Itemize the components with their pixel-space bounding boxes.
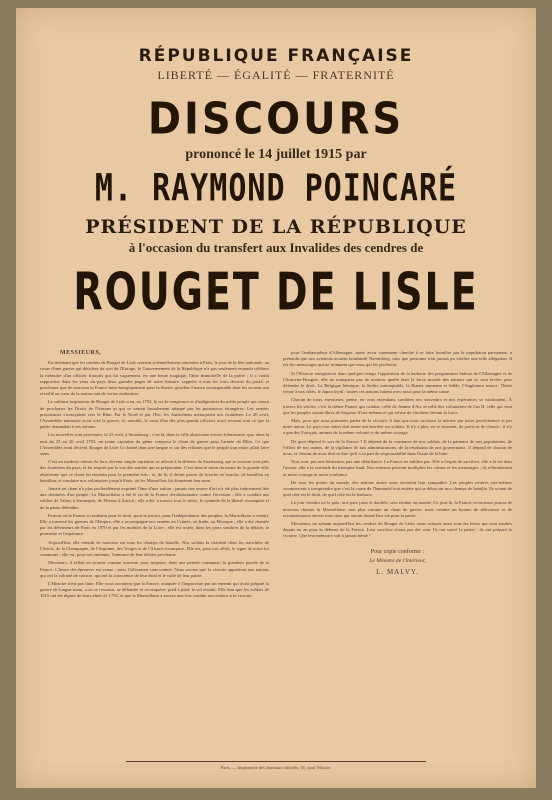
paragraph: De quoi dépend le sort de la France ? Il dépend de la constance de nos soldats, de la patience de nos populations, de l'effort de nos usines, de la vigilance de nos administrations, de la résolution de nos gouvernants. Il dépend de chacun de nous, et chacun de nous doit se dire qu'il a sa part de responsabilité dans l'issue de la lutte. — [283, 438, 512, 457]
closing-line: Pour copie conforme : — [370, 548, 425, 555]
subject-title: ROUGET DE LISLE — [73, 262, 479, 322]
paragraph: Messieurs, en saluant aujourd'hui les cendres de Rouget de Lisle, nous saluons aussi tous les héros qui sont tombés depuis un an pour la défense de la France. Leur sacrifice n'aura pas été vain. Ils ont sauvé la patrie ; ils ont préparé la victoire. Que leur mémoire soit à jamais bénie ! — [283, 521, 512, 539]
speaker-name: M. RAYMOND POINCARÉ — [94, 166, 458, 211]
occasion-line: à l'occasion du transfert aux Invalides des cendres de — [128, 240, 424, 255]
signature-block — [283, 548, 512, 577]
paragraph: Le jour viendra où la paix, une paix juste et durable, sera rendue au monde. Ce jour-là, la France victorieuse pourra de nouveau chanter la Marseillaise, non plus comme un chant de guerre, mais comme un hymne de délivrance et de reconnaissance envers tous ceux qui auront donné leur vie pour la patrie. — [283, 500, 512, 518]
paragraph: Si l'Histoire enregistrera dans quelques temps l'opposition de la barbarie des programmes hideux de l'Allemagne et de l'Autriche-Hongrie, elle ne manquera pas de montrer quelle était la force morale des nations qui se sont levées pour défendre le droit. La Belgique héroïque, la Serbie indomptable, la Russie immense et fidèle, l'Angleterre tenace, l'Italie venue à nos côtés, le Japon loyal : toutes ces nations luttent avec nous pour la même cause. — [283, 370, 512, 395]
president-title: PRÉSIDENT DE LA RÉPUBLIQUE — [85, 216, 467, 238]
paragraph: Le sublime inspirateur de Rouget de Lisle a eu, en 1792, le cri de vengeance et d'indignation du noble peuple qui venait de proclamer les Droits de l'homme et qui se sentait brutalement attaqué par les puissances étrangères. Les armées prussiennes s'avançaient vers le Rhin. Par le Nord et par l'Est, les Autrichiens menaçaient nos frontières. Le 20 avril, l'Assemblée nationale avait voté la guerre, et, aussitôt, le cœur d'un des plus grands officiers avait ressenti tout ce que la patrie demandait à ses enfants. — [40, 399, 269, 430]
left-column — [40, 350, 269, 750]
minister-line: Le Ministre de l'Intérieur, — [369, 557, 426, 564]
devise: LIBERTÉ — ÉGALITÉ — FRATERNITÉ — [157, 68, 395, 82]
paragraph: Aujourd'hui, elle retentit de nouveau sur tous les champs de bataille. Nos soldats la chantent dans les tranchées de l'Artois, de la Champagne, de l'Argonne, des Vosges et de l'Alsace reconquise. Elle est, pour nos alliés, le signe de notre foi commune ; elle est, pour nos ennemis, l'annonce de leur défaite prochaine. — [40, 539, 269, 558]
paragraph: Chacun de nous, messieurs, pense, en vous entendant, combien nos souvenirs et nos espérances se confondent. À travers les siècles, c'est la même France qui combat, celle de Jeanne d'Arc et celle des volontaires de l'an II, celle qui veut que les peuples soient libres de disposer d'eux-mêmes et qui refuse de s'incliner devant la force. — [283, 397, 512, 415]
paragraph: En destinant que les cendres de Rouget de Lisle seraient solennellement ramenées à Paris, le jour de la fête nationale, au cours d'une guerre qui décidera du sort de l'Europe, le Gouvernement de la République n'a pas seulement entendu célébrer la mémoire d'un officier français qui fut vaguement, en une heure magique, l'âme immortelle de la patrie ; il a voulu rapprocher dans les yeux du pays deux grandes pages de notre histoire, rappeler à tous les forts devoirs du passé, et proclamer que de nouveau la France lutte énergiquement pour la liberté, glorifier l'œuvre incomparable dont les accents ont réveillé au cœur de la nation tant de vertus endormies. — [40, 360, 269, 397]
footer-rule — [126, 761, 426, 762]
paragraph: L'Histoire n'est pas finie. Elle vous racontera que la France, attaquée à l'improviste par un ennemi qui avait préparé la guerre de longue main, a su se ressaisir, se défendre et reconquérir, pied à pied, le sol envahi. Elle dira que les soldats de 1915 ont été dignes de leurs aînés de 1792, et que la Marseillaise a encore une fois conduit nos enfants à la victoire. — [40, 580, 269, 599]
discours-title: DISCOURS — [147, 93, 405, 145]
right-column — [283, 350, 512, 750]
paragraph: Messieurs, il fallait en trouver comme souvenir pour toujours, dans une pensée commune, la grandeur passée de la France. L'heure des épreuves est venue ; nous l'affrontons sans crainte. Nous savons que la victoire appartient aux nations qui ont la volonté de vaincre, qui ont la conscience de leur droit et le culte de leur patrie. — [40, 560, 269, 578]
poster — [16, 8, 536, 788]
republique-heading: RÉPUBLIQUE FRANÇAISE — [138, 46, 414, 66]
printer-footer — [16, 761, 536, 770]
paragraph: Jamais un chant n'a plus profondément exprimé l'âme d'une nation ; jamais une œuvre d'art n'a été plus intimement liée aux destinées d'un peuple. La Marseillaise a été le cri de la France révolutionnaire contre l'invasion ; elle a conduit nos soldats de Valmy à Jemmapes, de Fleurus à Zurich ; elle a été, à travers tout le siècle, le symbole de la liberté reconquise et de la patrie défendue. — [40, 486, 269, 510]
printer-line: Paris. — Imprimerie des Journaux officiels, 31, quai Voltaire. — [220, 765, 332, 770]
date-line: prononcé le 14 juillet 1915 par — [185, 147, 367, 162]
paragraph: De tous les points du monde, des nations amies nous envoient leur sympathie. Les peuples neutres eux-mêmes commencent à comprendre que c'est la cause de l'humanité tout entière qui se débat sur nos champs de bataille. Ils voient de quel côté est le droit, de quel côté est la barbarie. — [283, 479, 512, 498]
paragraph: Mais, pour que nous puissions parler de la victoire, il faut que nous sachions la mériter par notre persévérance et par notre union. Le pays tout entier doit rester uni derrière ses soldats. Il n'y a plus, en ce moment, de partis ni de classes ; il n'y a que des Français, animés de la même volonté et du même courage. — [283, 418, 512, 436]
paragraph: pour l'ambassadeur d'Allemagne, après avoir vainement cherché à se faire humilier par la population parisienne, a prétendu que nos aviateurs avaient bombardé Nuremberg, sans que personne n'ait jamais pu vérifier une telle allégation. Il est des mensonges qui ne trompent que ceux qui les profèrent. — [283, 350, 512, 368]
salutation: MESSIEURS, — [60, 350, 102, 356]
paragraph: Non, non, pas une hésitation, pas une défaillance. La France ne faiblira pas. Elle a l'esprit de sacrifice, elle a la foi dans l'avenir, elle a la certitude du triomphe final. Nos ennemis peuvent multiplier les crimes et les mensonges ; ils n'ébranleront ni notre courage ni notre confiance. — [283, 459, 512, 477]
paragraph: Les nouvelles sont parvenues, le 25 avril, à Strasbourg ; c'est là, dans la ville alsacienne encore frémissante, que, dans la nuit du 25 au 26 avril 1792, un jeune capitaine du génie composa le chant de guerre pour l'armée du Rhin. Ce que l'Assemblée avait décrété, Rouget de Lisle l'a chanté dans une langue et sur des rythmes que le peuple tout entier allait faire siens. — [40, 432, 269, 457]
signature-name: L. MALVY. — [376, 567, 419, 576]
body-columns — [40, 350, 512, 750]
paragraph: Partout où la France a combattu pour le droit, pour la justice, pour l'indépendance des peuples, la Marseillaise a retenti. Elle a traversé les guerres de l'Empire, elle a accompagné nos armées en Crimée, en Italie, au Mexique ; elle a été chantée par les défenseurs de Paris en 1870 et par les mobiles de la Loire ; elle est restée, dans les jours sombres de la défaite, la promesse et l'espérance. — [40, 512, 269, 537]
paragraph: C'est un modeste enfant du Jura, devenu simple capitaine, et affecté à la défense de Strasbourg, qui se trouvait tout près des frontières du pays, et fut inspiré par la vue des armées qui se préparaient. C'est dans le salon du maire de la grande ville alsacienne que ce chant fut entendu pour la première fois ; et, de là, il devait passer de bouche en bouche, de bataillon en bataillon, et conduire nos volontaires jusqu'à Paris, où les Marseillais lui donnèrent leur nom. — [40, 459, 269, 483]
